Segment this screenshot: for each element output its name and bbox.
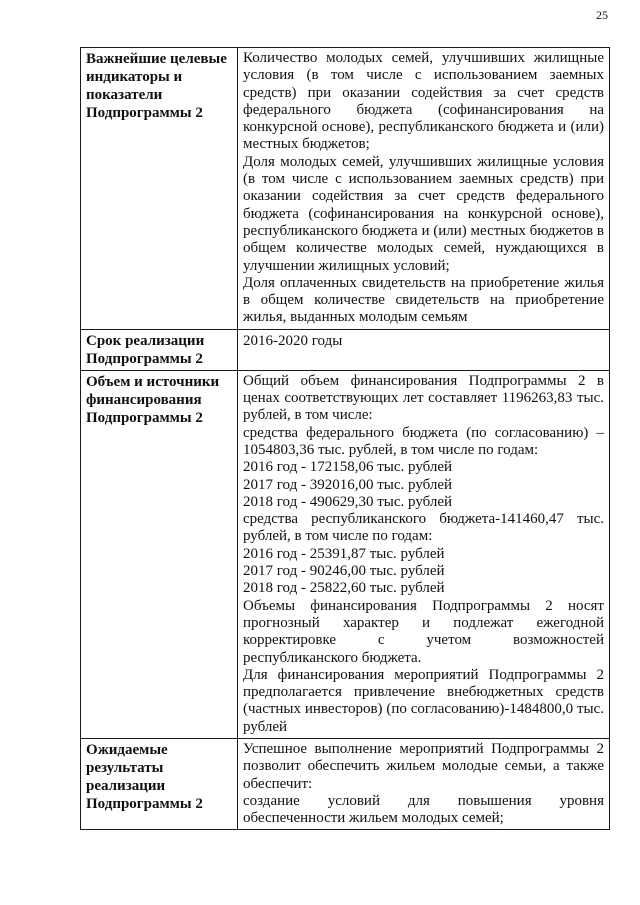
row-value xyxy=(238,48,610,330)
subprogram-passport-table xyxy=(80,47,610,830)
table-row xyxy=(81,738,610,829)
row-value xyxy=(238,738,610,829)
paragraph: Объемы финансирования Подпрограммы 2 носят прогнозный характер и подлежат ежегодной корректировке с учетом возможностей республиканского бюджета. xyxy=(243,597,604,666)
paragraph: 2018 год - 25822,60 тыс. рублей xyxy=(243,580,445,597)
paragraph: Количество молодых семей, улучшивших жилищные условия (в том числе с использованием заемных средств) при оказании содействия за счет средств федерального бюджета (софинансирования на конкурсной основе), республиканского бюджета и (или) местных бюджетов; xyxy=(243,50,604,153)
table-row xyxy=(81,48,610,330)
paragraph: Доля оплаченных свидетельств на приобретение жилья в общем количестве свидетельств на приобретение жилья, выданных молодым семьям xyxy=(243,274,604,326)
paragraph: 2017 год - 392016,00 тыс. рублей xyxy=(243,476,453,493)
paragraph: 2016-2020 годы xyxy=(243,332,343,349)
paragraph: 2017 год - 90246,00 тыс. рублей xyxy=(243,563,445,580)
row-label: Важнейшие целевые индикаторы и показатели Подпрограммы 2 xyxy=(81,48,238,330)
table-row xyxy=(81,370,610,738)
paragraph: Общий объем финансирования Подпрограммы 2 в ценах соответствующих лет составляет 1196263,83 тыс. рублей, в том числе: xyxy=(243,372,604,424)
paragraph: создание условий для повышения уровня обеспеченности жильем молодых семей; xyxy=(243,792,604,827)
page-number: 25 xyxy=(596,8,608,22)
row-label: Объем и источники финансирования Подпрограммы 2 xyxy=(81,370,238,738)
paragraph: 2018 год - 490629,30 тыс. рублей xyxy=(243,493,453,510)
paragraph: Для финансирования мероприятий Подпрограммы 2 предполагается привлечение внебюджетных средств (частных инвесторов) (по согласованию)-1484800,0 тыс. рублей xyxy=(243,666,604,735)
paragraph: 2016 год - 25391,87 тыс. рублей xyxy=(243,545,445,562)
row-label: Срок реализации Подпрограммы 2 xyxy=(81,329,238,370)
paragraph: средства республиканского бюджета-141460,47 тыс. рублей, в том числе по годам: xyxy=(243,511,604,545)
row-label: Ожидаемые результаты реализации Подпрограммы 2 xyxy=(81,738,238,829)
paragraph: Доля молодых семей, улучшивших жилищные условия (в том числе с использованием заемных средств) при оказании содействия за счет средств федерального бюджета (софинансирования на конкурсной основе), республиканского бюджета и (или) местных бюджетов в общем количестве молодых семей, нуждающихся в улучшении жилищных условий; xyxy=(243,153,604,274)
row-value xyxy=(238,370,610,738)
paragraph: Успешное выполнение мероприятий Подпрограммы 2 позволит обеспечить жильем молодые семьи, а также обеспечит: xyxy=(243,740,604,792)
paragraph: 2016 год - 172158,06 тыс. рублей xyxy=(243,459,453,476)
table-row xyxy=(81,329,610,370)
row-value xyxy=(238,329,610,370)
paragraph: средства федерального бюджета (по согласованию) – 1054803,36 тыс. рублей, в том числе по годам: xyxy=(243,424,604,458)
